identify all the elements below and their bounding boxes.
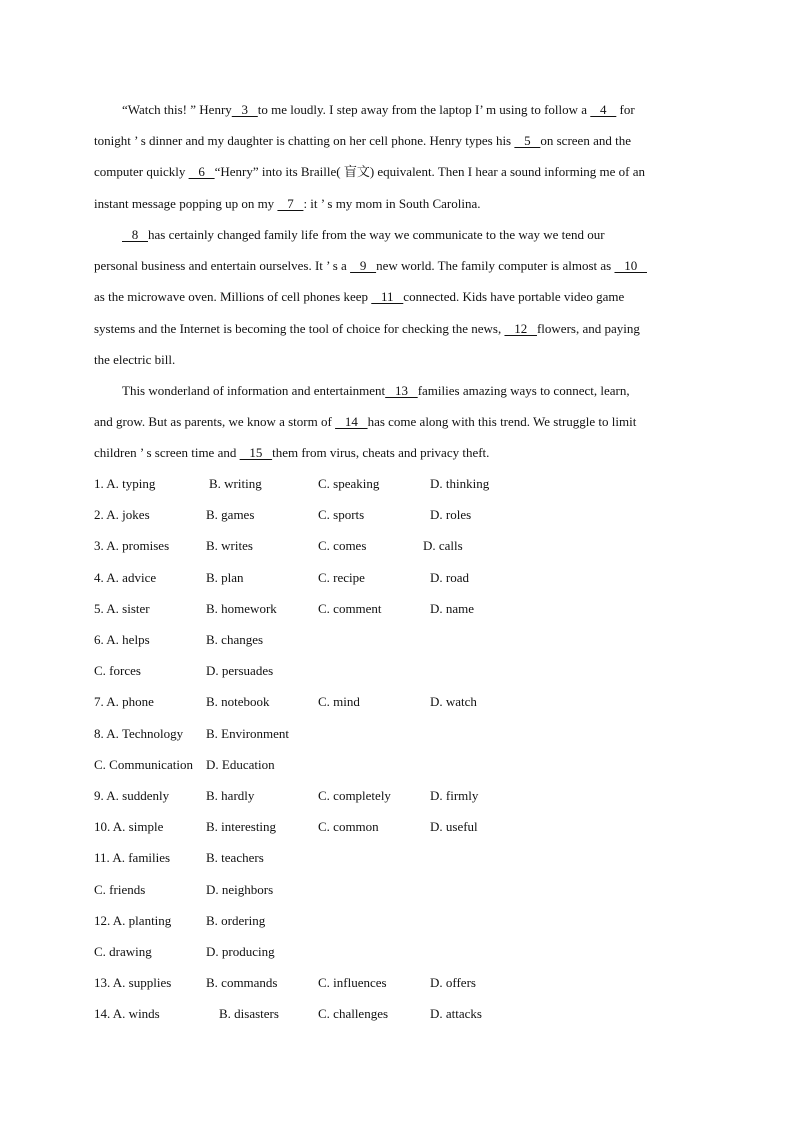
question-number: 5.	[94, 600, 104, 616]
question-number: 8.	[94, 725, 104, 741]
option-b[interactable]: B. Environment	[206, 725, 290, 741]
question-number: 4.	[94, 569, 104, 585]
passage-text: tonight ’ s dinner and my daughter is chatting on her cell phone. Henry types his	[94, 133, 515, 149]
answer-blank: 7	[277, 195, 304, 211]
option-c[interactable]: C. comes	[318, 538, 367, 554]
option-d[interactable]: D. attacks	[430, 1006, 482, 1022]
question-row	[94, 911, 700, 931]
question-number: 14.	[94, 1006, 111, 1022]
passage-text: families amazing ways to connect, learn,	[417, 383, 630, 398]
option-a[interactable]: A. typing	[106, 476, 156, 491]
answer-blank: 6	[188, 164, 215, 180]
passage-line	[122, 225, 605, 245]
question-number-and-option-a[interactable]	[94, 630, 150, 650]
option-a[interactable]: A. promises	[106, 538, 170, 554]
option-c[interactable]: C. forces	[94, 663, 141, 679]
option-a[interactable]: A. supplies	[112, 975, 172, 991]
option-a[interactable]: A. simple	[112, 819, 164, 835]
question-row	[94, 474, 700, 494]
passage-text: “Henry” into its Braille( 盲文) equivalent. Then I hear a sound informing me of an	[214, 164, 646, 180]
option-b[interactable]: B. changes	[206, 632, 264, 647]
passage-line	[94, 350, 175, 370]
answer-blank: 9	[350, 258, 377, 274]
question-number: 6.	[94, 632, 104, 647]
question-number-and-option-a[interactable]	[94, 505, 150, 525]
answer-blank: 5	[514, 133, 541, 149]
passage-text: children ’ s screen time and	[94, 445, 240, 461]
option-c[interactable]: C. comment	[318, 600, 382, 616]
question-number-and-option-a[interactable]	[94, 692, 154, 712]
option-d[interactable]: D. neighbors	[206, 881, 274, 897]
question-number-and-option-a[interactable]	[94, 973, 171, 993]
passage-line	[94, 131, 631, 151]
question-number-and-option-a[interactable]	[94, 599, 150, 619]
passage-paragraph-2	[94, 225, 700, 381]
option-b[interactable]: B. teachers	[206, 850, 264, 866]
passage-text: for	[616, 102, 635, 117]
option-c[interactable]: C. speaking	[318, 476, 380, 491]
answer-blank: 12	[504, 320, 537, 336]
question-number-and-option-a[interactable]	[94, 911, 171, 931]
question-number: 10.	[94, 819, 111, 835]
passage-text: has come along with this trend. We struggle to limit	[367, 414, 637, 430]
question-row	[94, 1004, 700, 1024]
option-b[interactable]: B. plan	[206, 569, 244, 585]
option-d[interactable]: D. calls	[423, 538, 463, 554]
passage-text: as the microwave oven. Millions of cell phones keep	[94, 289, 372, 305]
question-row	[94, 786, 700, 806]
passage-line	[94, 194, 481, 214]
question-row	[94, 505, 700, 525]
passage-paragraph-3	[94, 381, 700, 475]
option-c[interactable]: C. sports	[318, 507, 365, 523]
option-b[interactable]: B. disasters	[219, 1006, 279, 1022]
passage-text: instant message popping up on my	[94, 195, 278, 211]
passage-text: : it ’ s my mom in South Carolina.	[303, 195, 481, 211]
answer-blank: 8	[122, 227, 148, 242]
option-a[interactable]: A. sister	[106, 600, 150, 616]
option-a[interactable]: A. Technology	[106, 725, 184, 741]
option-d[interactable]: D. road	[430, 569, 469, 585]
answer-blank: 11	[371, 289, 404, 305]
option-b[interactable]: B. games	[206, 507, 255, 523]
passage-text: them from virus, cheats and privacy theft.	[272, 445, 490, 461]
option-d[interactable]: D. persuades	[206, 663, 274, 679]
answer-blank: 14	[335, 414, 368, 430]
question-row	[94, 973, 700, 993]
passage-text: personal business and entertain ourselves. It ’ s a	[94, 258, 351, 274]
question-row	[94, 692, 700, 712]
option-c[interactable]: C. friends	[94, 881, 146, 897]
question-row	[94, 630, 700, 650]
question-number: 9.	[94, 788, 104, 803]
passage-line	[94, 319, 640, 339]
passage-text: to me loudly. I step away from the laptop I’ m using to follow a	[257, 102, 591, 117]
passage-paragraph-1	[94, 100, 700, 225]
question-number-and-option-a[interactable]	[94, 724, 183, 744]
passage-line	[122, 100, 635, 120]
question-row-continued	[94, 661, 700, 681]
question-row	[94, 817, 700, 837]
option-c[interactable]: C. recipe	[318, 569, 365, 585]
option-a[interactable]: A. jokes	[106, 507, 150, 523]
option-b[interactable]: B. notebook	[206, 694, 270, 710]
question-number-and-option-a[interactable]	[94, 568, 156, 588]
option-c[interactable]: C. drawing	[94, 944, 152, 959]
question-row	[94, 568, 700, 588]
option-a[interactable]: A. families	[112, 850, 171, 866]
passage-text: connected. Kids have portable video game	[403, 289, 625, 305]
answer-blank: 13	[385, 383, 418, 398]
passage-text: flowers, and paying	[536, 320, 640, 336]
answer-blank: 10	[614, 258, 647, 274]
question-row	[94, 848, 700, 868]
option-c[interactable]: C. challenges	[318, 1006, 389, 1022]
question-row	[94, 724, 700, 744]
option-d[interactable]: D. watch	[430, 694, 477, 710]
option-c[interactable]: C. influences	[318, 975, 387, 991]
question-number-and-option-a[interactable]	[94, 536, 169, 556]
question-row	[94, 599, 700, 619]
option-b[interactable]: B. hardly	[206, 788, 255, 803]
answer-blank: 4	[590, 102, 617, 117]
option-b[interactable]: B. homework	[206, 600, 277, 616]
option-d[interactable]: D. firmly	[430, 788, 479, 803]
option-d[interactable]: D. useful	[430, 819, 478, 835]
passage-text: computer quickly	[94, 164, 189, 180]
option-d[interactable]: D. thinking	[430, 476, 490, 491]
option-c[interactable]: C. common	[318, 819, 379, 835]
option-c[interactable]: C. mind	[318, 694, 360, 710]
question-row-continued	[94, 942, 700, 962]
option-d[interactable]: D. Education	[206, 756, 275, 772]
question-number-and-option-a[interactable]	[94, 786, 169, 806]
passage-text: systems and the Internet is becoming the tool of choice for checking the news,	[94, 320, 505, 336]
answer-blank: 15	[239, 445, 273, 461]
question-number-and-option-a[interactable]	[94, 817, 163, 837]
option-b[interactable]: B. writing	[209, 476, 262, 491]
option-c[interactable]: C. Communication	[94, 756, 193, 772]
passage-line	[94, 443, 489, 463]
question-number: 7.	[94, 694, 104, 710]
option-b[interactable]: B. commands	[206, 975, 278, 991]
passage-line	[94, 412, 636, 432]
passage-text: the electric bill.	[94, 351, 176, 367]
option-d[interactable]: D. offers	[430, 975, 476, 991]
question-number-and-option-a[interactable]	[94, 474, 155, 494]
passage-line	[122, 381, 630, 401]
option-b[interactable]: B. ordering	[206, 912, 266, 928]
passage-text: new world. The family computer is almost as	[376, 258, 615, 274]
question-number-and-option-a[interactable]	[94, 1004, 160, 1024]
option-a[interactable]: A. advice	[106, 569, 157, 585]
passage-text: and grow. But as parents, we know a storm of	[94, 414, 336, 430]
option-d[interactable]: D. producing	[206, 944, 275, 959]
option-a[interactable]: A. phone	[106, 694, 154, 710]
passage-text: on screen and the	[540, 133, 631, 149]
question-number: 3.	[94, 538, 104, 554]
passage-text: “Watch this! ” Henry	[122, 102, 232, 117]
option-b[interactable]: B. interesting	[206, 819, 277, 835]
passage-line	[94, 256, 647, 276]
passage-text: This wonderland of information and entertainment	[122, 383, 386, 398]
question-row-continued	[94, 880, 700, 900]
question-row	[94, 536, 700, 556]
option-a[interactable]: A. winds	[112, 1006, 160, 1022]
option-d[interactable]: D. name	[430, 600, 475, 616]
option-b[interactable]: B. writes	[206, 538, 253, 554]
question-number-and-option-a[interactable]	[94, 848, 170, 868]
question-number: 1.	[94, 476, 104, 491]
option-d[interactable]: D. roles	[430, 507, 472, 523]
question-number: 2.	[94, 507, 104, 523]
question-number: 12.	[94, 912, 111, 928]
passage-text: has certainly changed family life from the way we communicate to the way we tend our	[148, 227, 605, 242]
question-row-continued	[94, 755, 700, 775]
option-a[interactable]: A. planting	[112, 912, 172, 928]
passage-line	[94, 162, 645, 182]
option-a[interactable]: A. suddenly	[106, 788, 170, 803]
option-a[interactable]: A. helps	[106, 632, 150, 647]
question-number: 11.	[94, 850, 110, 866]
option-c[interactable]: C. completely	[318, 788, 391, 803]
answer-blank: 3	[231, 102, 258, 117]
question-number: 13.	[94, 975, 111, 991]
passage-line	[94, 287, 624, 307]
